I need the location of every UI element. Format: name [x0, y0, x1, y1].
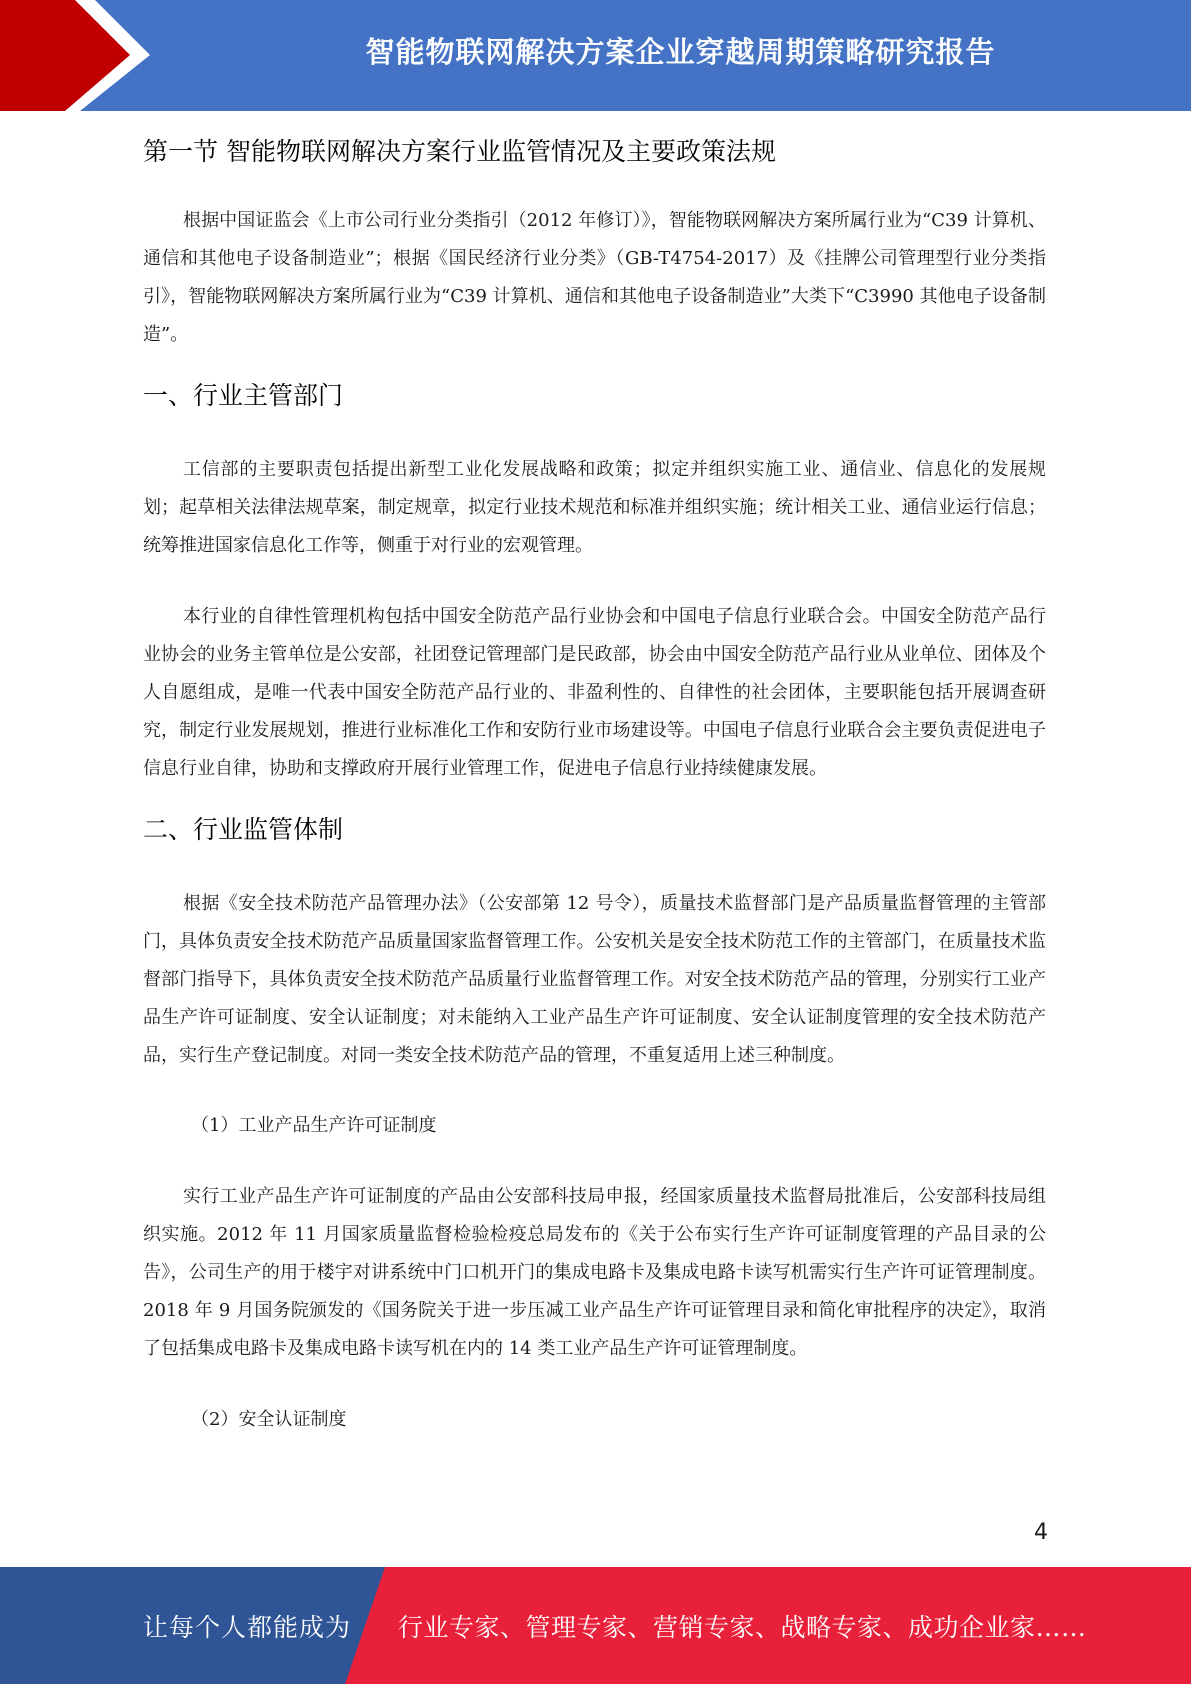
- page-header: [0, 0, 1191, 111]
- footer-slogan-right: 行业专家、管理专家、营销专家、战略专家、成功企业家……: [398, 1612, 1087, 1642]
- paragraph-miit-duties: 工信部的主要职责包括提出新型工业化发展战略和政策；拟定并组织实施工业、通信业、信息化的发展规划；起草相关法律法规草案，制定规章，拟定行业技术规范和标准并组织实施；统计相关工业、通信业运行信息；统筹推进国家信息化工作等，侧重于对行业的宏观管理。: [143, 459, 1046, 556]
- paragraph-industry-classification: 根据中国证监会《上市公司行业分类指引（2012 年修订）》，智能物联网解决方案所属行业为“C39 计算机、通信和其他电子设备制造业”；根据《国民经济行业分类》（GB-T4754-2017）及《挂牌公司管理型行业分类指引》，智能物联网解决方案所属行业为“C39 计算机、通信和其他电子设备制造业”大类下“C3990 其他电子设备制造”。: [143, 210, 1046, 345]
- section-heading-authorities: 一、行业主管部门: [143, 381, 344, 410]
- footer-slogan-left: 让每个人都能成为: [143, 1612, 352, 1642]
- subheading-production-license: （1）工业产品生产许可证制度: [191, 1115, 437, 1136]
- page-number: 4: [1034, 1520, 1048, 1545]
- paragraph-production-license: 实行工业产品生产许可证制度的产品由公安部科技局申报，经国家质量技术监督局批准后，公安部科技局组织实施。2012 年 11 月国家质量监督检验检疫总局发布的《关于公布实行生产许可证制度管理的产品目录的公告》，公司生产的用于楼宇对讲系统中门口机开门的集成电路卡及集成电路卡读写机需实行生产许可证管理制度。2018 年 9 月国务院颁发的《国务院关于进一步压减工业产品生产许可证管理目录和简化审批程序的决定》，取消了包括集成电路卡及集成电路卡读写机在内的 14 类工业产品生产许可证管理制度。: [143, 1186, 1046, 1359]
- subheading-safety-certification: （2）安全认证制度: [191, 1409, 347, 1430]
- section-heading-regulation: 第一节 智能物联网解决方案行业监管情况及主要政策法规: [143, 137, 776, 166]
- report-title: 智能物联网解决方案企业穿越周期策略研究报告: [365, 34, 996, 69]
- document-body: [143, 128, 1046, 1439]
- section-heading-supervision-system: 二、行业监管体制: [143, 815, 344, 844]
- paragraph-supervision-measures: 根据《安全技术防范产品管理办法》（公安部第 12 号令），质量技术监督部门是产品质量监督管理的主管部门，具体负责安全技术防范产品质量国家监督管理工作。公安机关是安全技术防范工作的主管部门，在质量技术监督部门指导下，具体负责安全技术防范产品质量行业监督管理工作。对安全技术防范产品的管理，分别实行工业产品生产许可证制度、安全认证制度；对未能纳入工业产品生产许可证制度、安全认证制度管理的安全技术防范产品，实行生产登记制度。对同一类安全技术防范产品的管理，不重复适用上述三种制度。: [143, 893, 1046, 1066]
- page-footer: [0, 1567, 1191, 1684]
- paragraph-self-regulatory-bodies: 本行业的自律性管理机构包括中国安全防范产品行业协会和中国电子信息行业联合会。中国安全防范产品行业协会的业务主管单位是公安部，社团登记管理部门是民政部，协会由中国安全防范产品行业从业单位、团体及个人自愿组成，是唯一代表中国安全防范产品行业的、非盈利性的、自律性的社会团体，主要职能包括开展调查研究，制定行业发展规划，推进行业标准化工作和安防行业市场建设等。中国电子信息行业联合会主要负责促进电子信息行业自律，协助和支撑政府开展行业管理工作，促进电子信息行业持续健康发展。: [143, 606, 1046, 779]
